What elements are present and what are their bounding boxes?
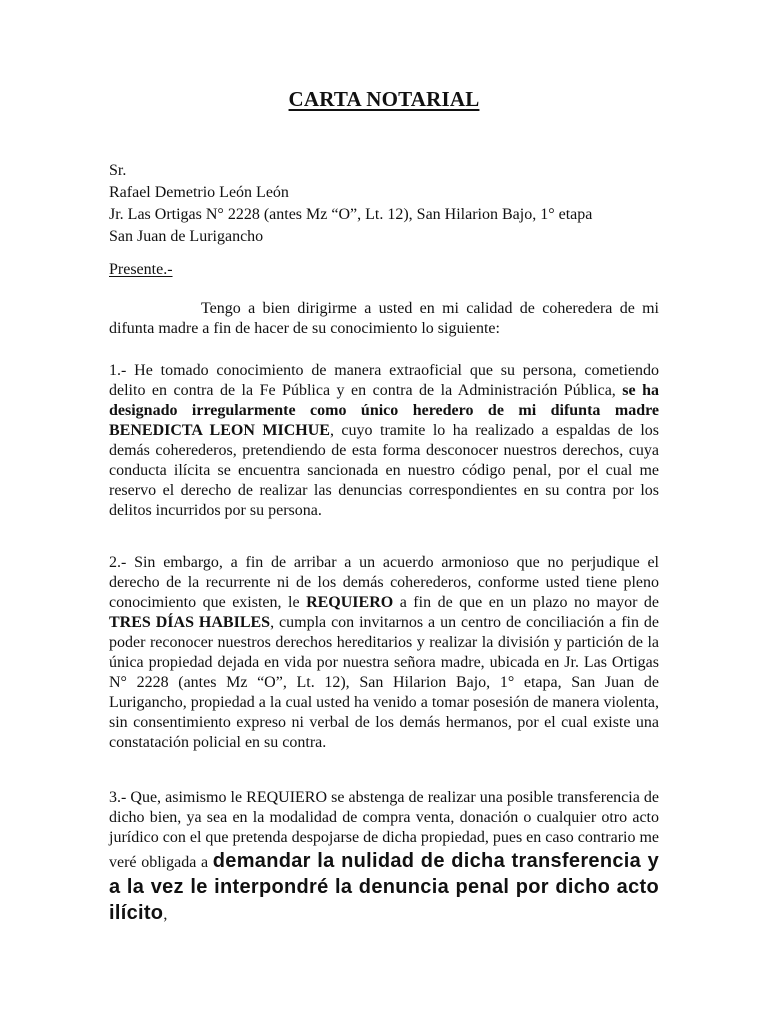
point-1-text-b: , cuyo tramite lo ha realizado a espaldas de los demás coherederos, pretendiendo de esta forma desconocer nuestros derechos, cuya conducta ilícita se encuentra sancionada en nuestro código penal, por el cual me reservo el derecho de realizar las denuncias correspondientes en su contra por los delitos incurridos por su persona. [109, 422, 659, 519]
recipient-block [109, 161, 659, 249]
point-3-emphasized-text: demandar la nulidad de dicha transferencia y a la vez le interpondré la denuncia penal por dicho acto ilícito [109, 850, 659, 924]
recipient-salutation: Sr. [109, 162, 127, 179]
recipient-name: Rafael Demetrio León León [109, 184, 289, 201]
point-2-bold-requiero: REQUIERO [306, 594, 394, 611]
paragraph-point-1 [109, 361, 659, 521]
document-title: CARTA NOTARIAL [288, 87, 480, 111]
point-2-text-c: , cumpla con invitarnos a un centro de conciliación a fin de poder reconocer nuestros derechos hereditarios y realizar la división y partición de la única propiedad dejada en vida por nuestra señora madre, ubicada en Jr. Las Ortigas N° 2228 (antes Mz “O”, Lt. 12), San Hilarion Bajo, 1° etapa, San Juan de Lurigancho, propiedad a la cual usted ha venido a tomar posesión de manera violenta, sin consentimiento expreso ni verbal de los demás hermanos, por el cual existe una constatación policial en su contra. [109, 614, 660, 751]
recipient-address: Jr. Las Ortigas N° 2228 (antes Mz “O”, Lt. 12), San Hilarion Bajo, 1° etapa [109, 206, 593, 223]
point-2-text-a: 2.- Sin embargo, a fin de arribar a un acuerdo armonioso que no perjudique el derecho de la recurrente ni de los demás coherederos, conforme usted tiene pleno conocimiento que existen, le [109, 554, 659, 611]
point-3-end: , [163, 906, 168, 923]
point-2-text-b: a fin de que en un plazo no mayor de [393, 594, 659, 611]
paragraph-point-2 [109, 553, 659, 753]
recipient-district: San Juan de Lurigancho [109, 228, 264, 245]
intro-paragraph: Tengo a bien dirigirme a usted en mi calidad de coheredera de mi difunta madre a fin de hacer de su conocimiento lo siguiente: [109, 300, 659, 337]
paragraph-point-3 [109, 788, 659, 926]
point-3-text-a: 3.- Que, asimismo le REQUIERO se abstenga de realizar una posible transferencia de dicho bien, ya sea en la modalidad de compra venta, donación o cualquier otro acto jurídico con el que pretenda despojarse de dicha propiedad, pues en caso contrario me veré obligada a [109, 789, 660, 871]
point-1-text-a: 1.- He tomado conocimiento de manera extraoficial que su persona, cometiendo delito en contra de la Fe Pública y en contra de la Administración Pública, [109, 362, 659, 399]
point-2-bold-plazo: TRES DÍAS HABILES [109, 614, 271, 631]
presente-heading: Presente.- [109, 261, 173, 278]
point-1-bold-text: se ha designado irregularmente como único heredero de mi difunta madre BENEDICTA LEON MICHUE [109, 382, 660, 439]
